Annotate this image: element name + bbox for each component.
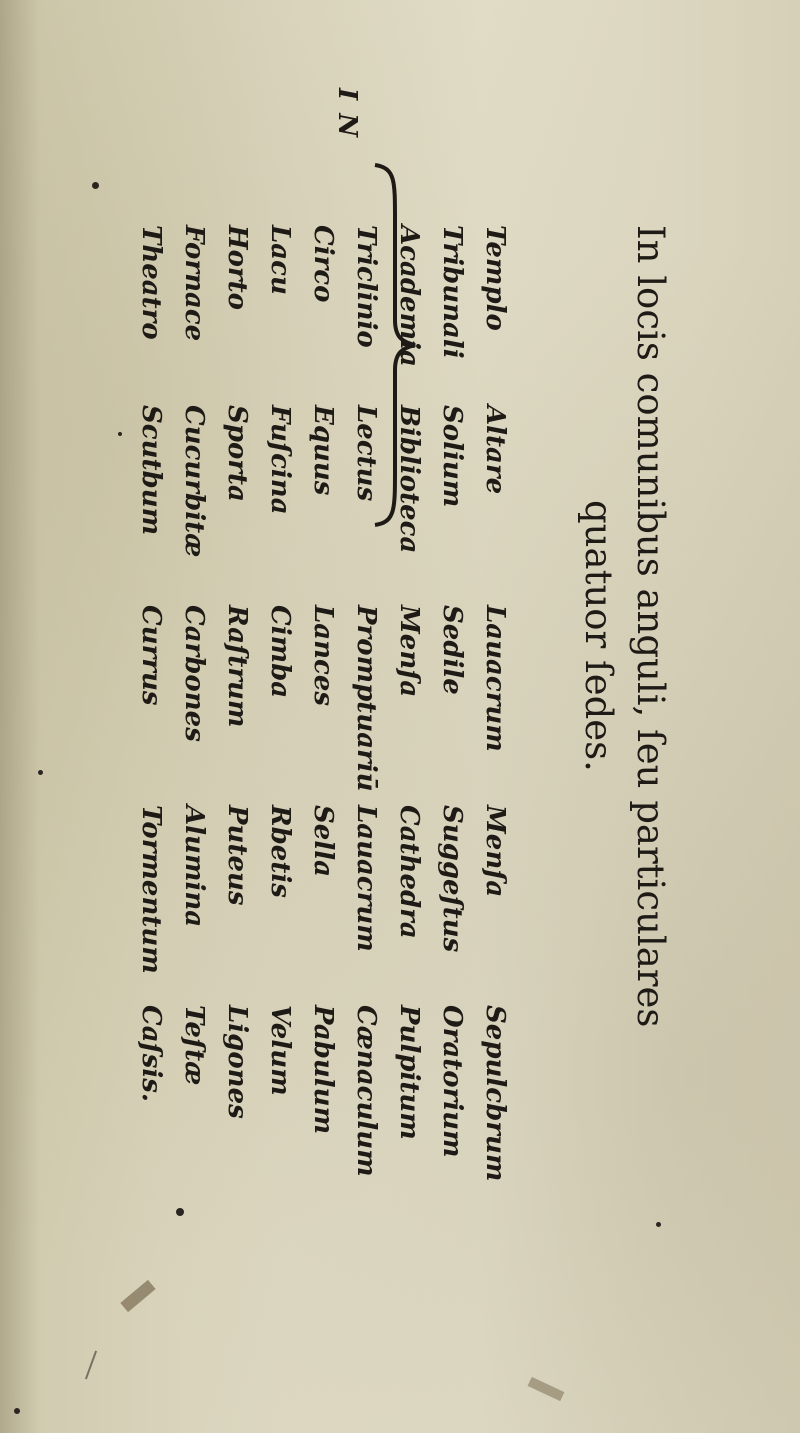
seat-cell: Sporta bbox=[222, 405, 252, 502]
place-cell: Lacu bbox=[265, 225, 295, 295]
seat-cell: Cimba bbox=[265, 605, 295, 699]
seat-cell: Velum bbox=[265, 1005, 295, 1096]
ink-speck bbox=[92, 182, 99, 189]
seat-cell: Caſsis. bbox=[136, 1005, 166, 1102]
seat-cell: Equus bbox=[308, 405, 338, 496]
ink-speck bbox=[14, 1408, 20, 1414]
seat-cell: Currus bbox=[136, 605, 166, 706]
seat-cell: Lauacrum bbox=[480, 605, 510, 752]
brace-label: I N bbox=[332, 88, 362, 139]
seat-cell: Solium bbox=[437, 405, 467, 508]
seat-cell: Carbones bbox=[179, 605, 209, 742]
seat-cell: Pulpitum bbox=[394, 1005, 424, 1140]
seat-cell: Ligones bbox=[222, 1005, 252, 1119]
place-cell: Theatro bbox=[136, 225, 166, 340]
page-heading-continuation: quatuor ſedes. bbox=[577, 500, 620, 772]
seat-cell: Menſa bbox=[480, 805, 510, 898]
seat-cell: Fuſcina bbox=[265, 405, 295, 515]
seat-cell: Cænaculum bbox=[351, 1005, 381, 1177]
seat-cell: Lances bbox=[308, 605, 338, 707]
seat-cell: Cathedra bbox=[394, 805, 424, 939]
place-cell: Tribunali bbox=[437, 225, 467, 359]
place-cell: Circo bbox=[308, 225, 338, 303]
seat-cell: Rbetis bbox=[265, 805, 295, 898]
ink-speck bbox=[656, 1222, 661, 1227]
seat-cell: Oratorium bbox=[437, 1005, 467, 1158]
seat-cell: Sepulcbrum bbox=[480, 1005, 510, 1182]
page-heading: In locis comunibus anguli, ſeu particulares bbox=[629, 225, 672, 1028]
ink-speck bbox=[118, 432, 122, 436]
seat-cell: Altare bbox=[480, 405, 510, 495]
place-cell: Triclinio bbox=[351, 225, 381, 348]
place-cell: Horto bbox=[222, 225, 252, 310]
place-cell: Fornace bbox=[179, 225, 209, 342]
seat-cell: Sedile bbox=[437, 605, 467, 695]
seat-cell: Suggeſtus bbox=[437, 805, 467, 953]
seat-cell: Alumina bbox=[179, 805, 209, 928]
ink-speck bbox=[38, 770, 43, 775]
ink-speck bbox=[176, 1208, 184, 1216]
seat-cell: Puteus bbox=[222, 805, 252, 906]
seat-cell: Teſtæ bbox=[179, 1005, 209, 1086]
seat-cell: Biblioteca bbox=[394, 405, 424, 554]
place-cell: Academia bbox=[394, 225, 424, 367]
seat-cell: Menſa bbox=[394, 605, 424, 698]
seat-cell: Pabulum bbox=[308, 1005, 338, 1135]
place-cell: Templo bbox=[480, 225, 510, 331]
seat-cell: Promptuariū bbox=[351, 605, 381, 792]
seat-cell: Raſtrum bbox=[222, 605, 252, 728]
seat-cell: Cucurbitæ bbox=[179, 405, 209, 558]
seat-cell: Tormentum bbox=[136, 805, 166, 974]
seat-cell: Lectus bbox=[351, 405, 381, 502]
bleed-through-text bbox=[0, 0, 180, 1433]
seat-cell: Lauacrum bbox=[351, 805, 381, 952]
seat-cell: Sella bbox=[308, 805, 338, 877]
seat-cell: Scutbum bbox=[136, 405, 166, 536]
